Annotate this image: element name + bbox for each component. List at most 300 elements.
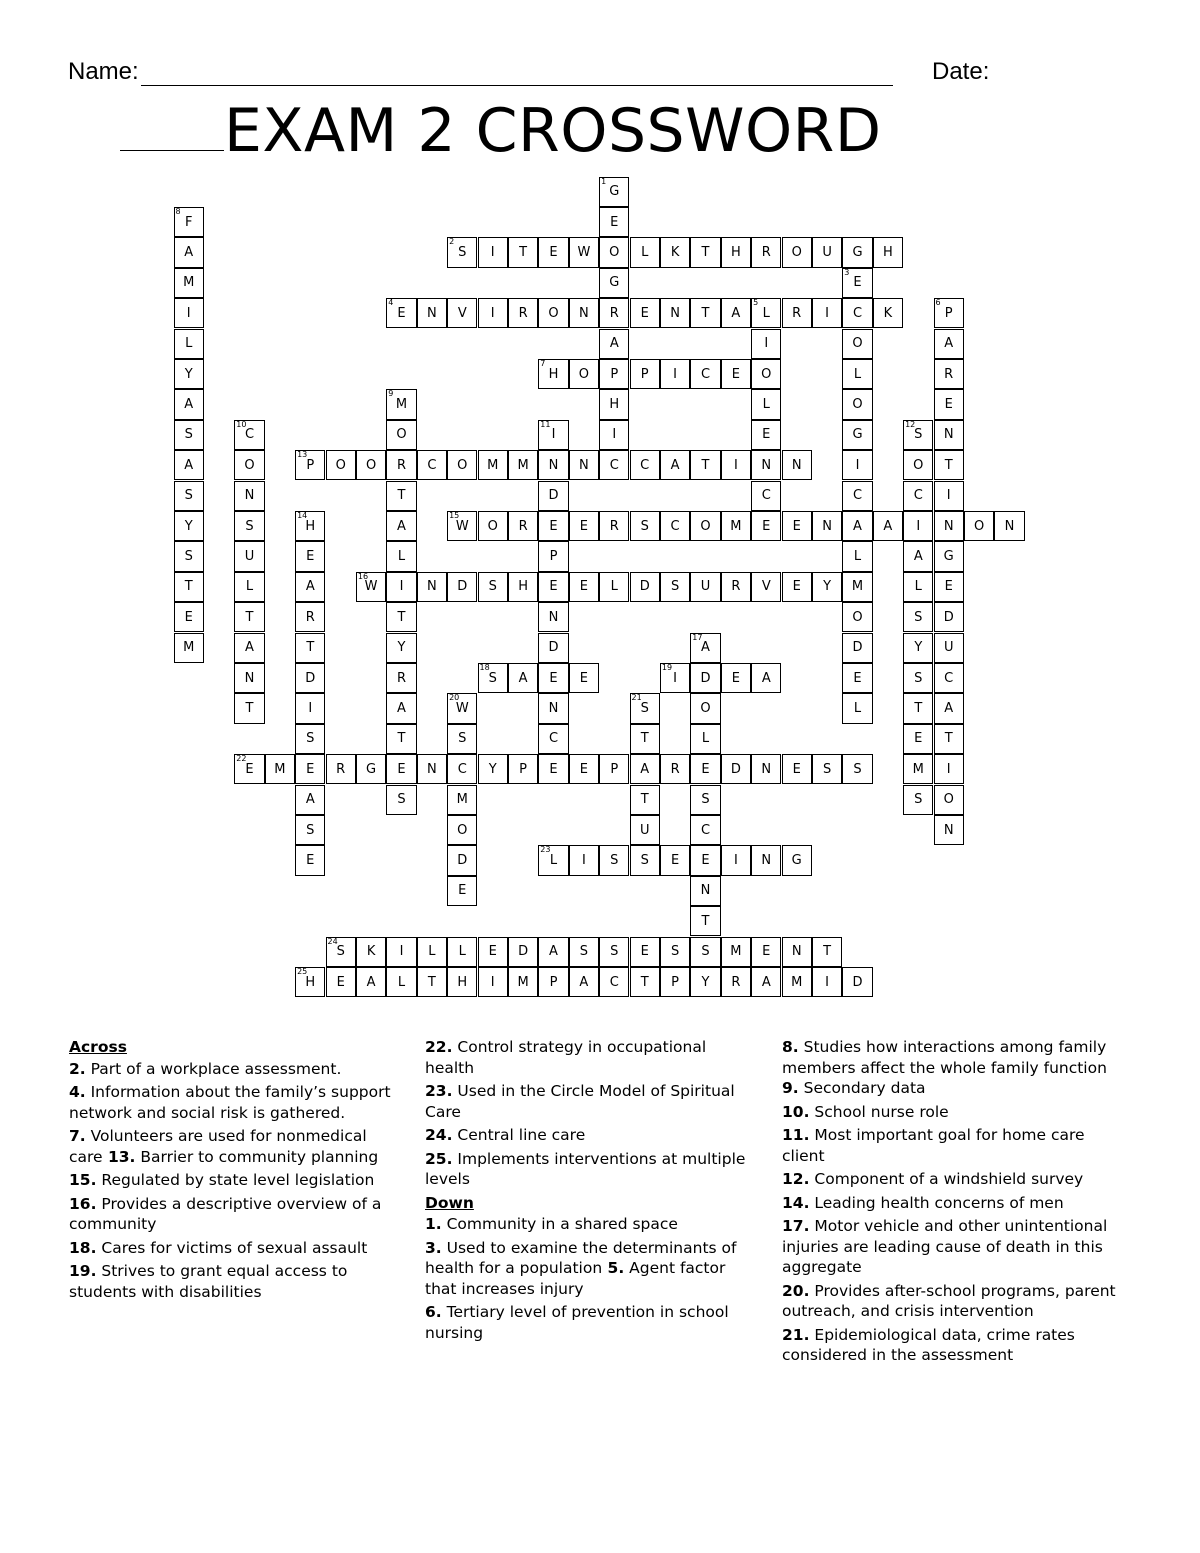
crossword-cell[interactable] (508, 663, 538, 693)
crossword-cell[interactable] (751, 572, 781, 602)
crossword-cell[interactable] (447, 450, 477, 480)
crossword-cell[interactable] (174, 389, 204, 419)
cell-letter: N (427, 305, 437, 321)
crossword-cell[interactable] (660, 663, 690, 693)
crossword-cell[interactable] (599, 511, 629, 541)
crossword-cell[interactable] (903, 693, 933, 723)
crossword-cell[interactable] (174, 237, 204, 267)
crossword-cell[interactable] (478, 450, 508, 480)
crossword-cell[interactable] (386, 724, 416, 754)
crossword-cell[interactable] (295, 572, 325, 602)
crossword-cell[interactable] (660, 754, 690, 784)
crossword-cell[interactable] (295, 785, 325, 815)
crossword-cell[interactable] (751, 329, 781, 359)
crossword-cell[interactable] (478, 511, 508, 541)
crossword-cell[interactable] (508, 967, 538, 997)
crossword-cell[interactable] (447, 511, 477, 541)
cell-letter: E (610, 214, 619, 230)
crossword-cell[interactable] (690, 450, 720, 480)
crossword-cell[interactable] (690, 511, 720, 541)
crossword-cell[interactable] (630, 724, 660, 754)
crossword-cell[interactable] (751, 511, 781, 541)
crossword-cell[interactable] (690, 237, 720, 267)
crossword-cell[interactable] (295, 663, 325, 693)
crossword-cell[interactable] (660, 450, 690, 480)
crossword-cell[interactable] (782, 754, 812, 784)
crossword-cell[interactable] (538, 298, 568, 328)
crossword-cell[interactable] (174, 268, 204, 298)
crossword-cell[interactable] (751, 359, 781, 389)
crossword-cell[interactable] (234, 450, 264, 480)
crossword-cell[interactable] (478, 967, 508, 997)
crossword-cell[interactable] (721, 572, 751, 602)
crossword-cell[interactable] (447, 785, 477, 815)
crossword-cell[interactable] (447, 572, 477, 602)
crossword-cell[interactable] (994, 511, 1024, 541)
crossword-cell[interactable] (295, 541, 325, 571)
crossword-cell[interactable] (447, 237, 477, 267)
crossword-cell[interactable] (842, 268, 872, 298)
crossword-cell[interactable] (842, 602, 872, 632)
crossword-cell[interactable] (599, 207, 629, 237)
crossword-cell[interactable] (356, 572, 386, 602)
crossword-cell[interactable] (630, 359, 660, 389)
crossword-cell[interactable] (174, 298, 204, 328)
crossword-cell[interactable] (478, 937, 508, 967)
crossword-cell[interactable] (842, 420, 872, 450)
crossword-cell[interactable] (508, 237, 538, 267)
crossword-cell[interactable] (721, 967, 751, 997)
down-heading: Down (425, 1193, 474, 1212)
crossword-cell[interactable] (934, 389, 964, 419)
crossword-cell[interactable] (934, 511, 964, 541)
crossword-cell[interactable] (599, 268, 629, 298)
crossword-cell[interactable] (842, 481, 872, 511)
crossword-cell[interactable] (630, 450, 660, 480)
crossword-cell[interactable] (356, 450, 386, 480)
crossword-cell[interactable] (903, 450, 933, 480)
crossword-cell[interactable] (234, 481, 264, 511)
crossword-cell[interactable] (326, 967, 356, 997)
crossword-cell[interactable] (842, 967, 872, 997)
crossword-cell[interactable] (538, 237, 568, 267)
crossword-cell[interactable] (478, 754, 508, 784)
crossword-cell[interactable] (326, 937, 356, 967)
crossword-cell[interactable] (934, 359, 964, 389)
crossword-cell[interactable] (386, 298, 416, 328)
crossword-cell[interactable] (903, 663, 933, 693)
crossword-cell[interactable] (660, 845, 690, 875)
crossword-cell[interactable] (386, 602, 416, 632)
crossword-cell[interactable] (842, 298, 872, 328)
crossword-cell[interactable] (386, 693, 416, 723)
crossword-cell[interactable] (174, 572, 204, 602)
crossword-cell[interactable] (538, 724, 568, 754)
crossword-cell[interactable] (690, 876, 720, 906)
crossword-cell[interactable] (934, 633, 964, 663)
crossword-cell[interactable] (569, 663, 599, 693)
crossword-cell[interactable] (174, 541, 204, 571)
crossword-cell[interactable] (538, 541, 568, 571)
crossword-cell[interactable] (234, 420, 264, 450)
crossword-cell[interactable] (782, 450, 812, 480)
crossword-cell[interactable] (386, 937, 416, 967)
crossword-cell[interactable] (721, 511, 751, 541)
crossword-cell[interactable] (295, 724, 325, 754)
crossword-cell[interactable] (569, 937, 599, 967)
crossword-cell[interactable] (630, 845, 660, 875)
crossword-cell[interactable] (599, 967, 629, 997)
crossword-cell[interactable] (599, 389, 629, 419)
crossword-cell[interactable] (174, 207, 204, 237)
crossword-cell[interactable] (782, 237, 812, 267)
crossword-cell[interactable] (903, 633, 933, 663)
crossword-cell[interactable] (234, 663, 264, 693)
crossword-cell[interactable] (174, 359, 204, 389)
cell-letter: L (762, 305, 770, 321)
crossword-cell[interactable] (721, 845, 751, 875)
crossword-cell[interactable] (234, 511, 264, 541)
crossword-cell[interactable] (660, 572, 690, 602)
crossword-cell[interactable] (751, 420, 781, 450)
crossword-cell[interactable] (934, 298, 964, 328)
crossword-cell[interactable] (690, 967, 720, 997)
crossword-cell[interactable] (842, 389, 872, 419)
crossword-cell[interactable] (538, 450, 568, 480)
crossword-cell[interactable] (751, 389, 781, 419)
crossword-cell[interactable] (934, 754, 964, 784)
crossword-cell[interactable] (508, 298, 538, 328)
crossword-cell[interactable] (295, 967, 325, 997)
crossword-cell[interactable] (630, 572, 660, 602)
crossword-cell[interactable] (599, 237, 629, 267)
crossword-cell[interactable] (447, 298, 477, 328)
crossword-cell[interactable] (690, 754, 720, 784)
crossword-cell[interactable] (903, 511, 933, 541)
crossword-cell[interactable] (569, 572, 599, 602)
crossword-cell[interactable] (690, 693, 720, 723)
crossword-cell[interactable] (174, 602, 204, 632)
crossword-cell[interactable] (934, 329, 964, 359)
crossword-cell[interactable] (417, 937, 447, 967)
crossword-cell[interactable] (174, 511, 204, 541)
crossword-cell[interactable] (569, 359, 599, 389)
crossword-cell[interactable] (447, 815, 477, 845)
crossword-cell[interactable] (295, 845, 325, 875)
crossword-cell[interactable] (538, 845, 568, 875)
crossword-cell[interactable] (508, 450, 538, 480)
crossword-cell[interactable] (569, 845, 599, 875)
crossword-cell[interactable] (873, 298, 903, 328)
crossword-cell[interactable] (538, 602, 568, 632)
cell-letter: F (184, 214, 193, 230)
crossword-cell[interactable] (508, 572, 538, 602)
crossword-cell[interactable] (599, 845, 629, 875)
crossword-cell[interactable] (903, 785, 933, 815)
crossword-cell[interactable] (782, 572, 812, 602)
crossword-cell[interactable] (630, 967, 660, 997)
crossword-cell[interactable] (842, 237, 872, 267)
crossword-cell[interactable] (721, 237, 751, 267)
crossword-cell[interactable] (842, 541, 872, 571)
crossword-cell[interactable] (630, 237, 660, 267)
crossword-cell[interactable] (660, 937, 690, 967)
crossword-cell[interactable] (447, 967, 477, 997)
crossword-cell[interactable] (417, 754, 447, 784)
crossword-cell[interactable] (174, 329, 204, 359)
crossword-cell[interactable] (295, 815, 325, 845)
crossword-cell[interactable] (721, 754, 751, 784)
crossword-cell[interactable] (174, 481, 204, 511)
crossword-cell[interactable] (569, 967, 599, 997)
cell-letter: A (944, 700, 954, 716)
crossword-cell[interactable] (721, 298, 751, 328)
crossword-cell[interactable] (690, 663, 720, 693)
crossword-cell[interactable] (690, 815, 720, 845)
crossword-cell[interactable] (538, 511, 568, 541)
crossword-cell[interactable] (234, 754, 264, 784)
crossword-cell[interactable] (630, 785, 660, 815)
crossword-cell[interactable] (934, 481, 964, 511)
crossword-cell[interactable] (842, 329, 872, 359)
crossword-cell[interactable] (295, 754, 325, 784)
crossword-cell[interactable] (934, 572, 964, 602)
crossword-cell[interactable] (630, 754, 660, 784)
crossword-cell[interactable] (417, 572, 447, 602)
crossword-cell[interactable] (599, 420, 629, 450)
cell-letter: O (335, 457, 346, 473)
crossword-cell[interactable] (842, 450, 872, 480)
crossword-cell[interactable] (690, 633, 720, 663)
crossword-cell[interactable] (386, 450, 416, 480)
crossword-cell[interactable] (538, 633, 568, 663)
crossword-cell[interactable] (538, 754, 568, 784)
crossword-cell[interactable] (690, 359, 720, 389)
crossword-cell[interactable] (569, 450, 599, 480)
crossword-cell[interactable] (386, 389, 416, 419)
crossword-cell[interactable] (751, 237, 781, 267)
crossword-cell[interactable] (326, 754, 356, 784)
crossword-cell[interactable] (660, 298, 690, 328)
crossword-cell[interactable] (660, 967, 690, 997)
crossword-cell[interactable] (508, 754, 538, 784)
crossword-cell[interactable] (842, 511, 872, 541)
crossword-cell[interactable] (842, 693, 872, 723)
crossword-cell[interactable] (903, 420, 933, 450)
crossword-cell[interactable] (599, 572, 629, 602)
crossword-cell[interactable] (721, 359, 751, 389)
crossword-cell[interactable] (174, 450, 204, 480)
crossword-cell[interactable] (599, 177, 629, 207)
crossword-cell[interactable] (903, 541, 933, 571)
crossword-cell[interactable] (386, 481, 416, 511)
cell-letter: N (791, 944, 802, 960)
crossword-cell[interactable] (721, 663, 751, 693)
crossword-cell[interactable] (721, 937, 751, 967)
crossword-cell[interactable] (386, 633, 416, 663)
crossword-cell[interactable] (812, 937, 842, 967)
crossword-cell[interactable] (447, 754, 477, 784)
crossword-cell[interactable] (538, 663, 568, 693)
crossword-cell[interactable] (842, 633, 872, 663)
crossword-cell[interactable] (234, 572, 264, 602)
crossword-cell[interactable] (569, 237, 599, 267)
crossword-cell[interactable] (842, 663, 872, 693)
crossword-cell[interactable] (812, 754, 842, 784)
crossword-cell[interactable] (751, 754, 781, 784)
crossword-cell[interactable] (234, 602, 264, 632)
crossword-cell[interactable] (417, 450, 447, 480)
crossword-cell[interactable] (386, 420, 416, 450)
crossword-cell[interactable] (842, 754, 872, 784)
crossword-cell[interactable] (812, 298, 842, 328)
crossword-cell[interactable] (690, 937, 720, 967)
crossword-cell[interactable] (934, 785, 964, 815)
crossword-cell[interactable] (751, 663, 781, 693)
crossword-cell[interactable] (842, 359, 872, 389)
crossword-cell[interactable] (903, 602, 933, 632)
crossword-cell[interactable] (234, 693, 264, 723)
crossword-cell[interactable] (903, 481, 933, 511)
crossword-cell[interactable] (690, 845, 720, 875)
crossword-cell[interactable] (660, 237, 690, 267)
crossword-cell[interactable] (599, 937, 629, 967)
crossword-cell[interactable] (447, 845, 477, 875)
crossword-cell[interactable] (538, 572, 568, 602)
crossword-cell[interactable] (599, 450, 629, 480)
clue-number: 16 (357, 571, 369, 581)
crossword-cell[interactable] (934, 815, 964, 845)
crossword-cell[interactable] (356, 754, 386, 784)
crossword-cell[interactable] (538, 481, 568, 511)
crossword-cell[interactable] (508, 937, 538, 967)
crossword-cell[interactable] (478, 298, 508, 328)
crossword-cell[interactable] (174, 420, 204, 450)
crossword-cell[interactable] (660, 511, 690, 541)
crossword-cell[interactable] (751, 481, 781, 511)
crossword-cell[interactable] (842, 572, 872, 602)
crossword-cell[interactable] (934, 693, 964, 723)
crossword-cell[interactable] (478, 237, 508, 267)
crossword-cell[interactable] (386, 572, 416, 602)
crossword-cell[interactable] (934, 450, 964, 480)
cell-letter: A (366, 974, 376, 990)
crossword-cell[interactable] (386, 511, 416, 541)
crossword-cell[interactable] (386, 785, 416, 815)
crossword-cell[interactable] (690, 298, 720, 328)
crossword-cell[interactable] (447, 876, 477, 906)
crossword-cell[interactable] (538, 693, 568, 723)
crossword-cell[interactable] (356, 937, 386, 967)
crossword-cell[interactable] (782, 511, 812, 541)
crossword-cell[interactable] (630, 815, 660, 845)
crossword-cell[interactable] (599, 359, 629, 389)
crossword-cell[interactable] (782, 845, 812, 875)
crossword-cell[interactable] (508, 511, 538, 541)
crossword-cell[interactable] (812, 572, 842, 602)
cell-letter: C (427, 457, 437, 473)
crossword-cell[interactable] (599, 329, 629, 359)
crossword-cell[interactable] (538, 937, 568, 967)
crossword-cell[interactable] (630, 298, 660, 328)
crossword-cell[interactable] (812, 511, 842, 541)
crossword-cell[interactable] (447, 937, 477, 967)
crossword-cell[interactable] (295, 693, 325, 723)
crossword-cell[interactable] (417, 298, 447, 328)
crossword-cell[interactable] (964, 511, 994, 541)
crossword-cell[interactable] (569, 511, 599, 541)
crossword-cell[interactable] (386, 541, 416, 571)
crossword-cell[interactable] (478, 572, 508, 602)
crossword-cell[interactable] (417, 967, 447, 997)
crossword-cell[interactable] (812, 967, 842, 997)
crossword-cell[interactable] (812, 237, 842, 267)
crossword-cell[interactable] (295, 633, 325, 663)
crossword-cell[interactable] (326, 450, 356, 480)
crossword-cell[interactable] (903, 724, 933, 754)
crossword-cell[interactable] (599, 754, 629, 784)
crossword-cell[interactable] (538, 359, 568, 389)
crossword-cell[interactable] (630, 693, 660, 723)
crossword-cell[interactable] (538, 420, 568, 450)
crossword-cell[interactable] (782, 298, 812, 328)
crossword-cell[interactable] (751, 450, 781, 480)
crossword-cell[interactable] (630, 937, 660, 967)
crossword-cell[interactable] (934, 541, 964, 571)
crossword-cell[interactable] (630, 511, 660, 541)
crossword-cell[interactable] (569, 298, 599, 328)
crossword-cell[interactable] (599, 298, 629, 328)
crossword-cell[interactable] (386, 754, 416, 784)
crossword-cell[interactable] (751, 845, 781, 875)
crossword-cell[interactable] (782, 937, 812, 967)
crossword-cell[interactable] (934, 724, 964, 754)
crossword-cell[interactable] (265, 754, 295, 784)
crossword-cell[interactable] (903, 754, 933, 784)
crossword-cell[interactable] (234, 541, 264, 571)
crossword-cell[interactable] (690, 785, 720, 815)
crossword-cell[interactable] (903, 572, 933, 602)
crossword-cell[interactable] (447, 693, 477, 723)
crossword-cell[interactable] (934, 602, 964, 632)
crossword-cell[interactable] (569, 754, 599, 784)
crossword-cell[interactable] (721, 450, 751, 480)
crossword-cell[interactable] (447, 724, 477, 754)
crossword-cell[interactable] (934, 663, 964, 693)
crossword-cell[interactable] (234, 633, 264, 663)
crossword-cell[interactable] (751, 298, 781, 328)
crossword-cell[interactable] (386, 967, 416, 997)
crossword-cell[interactable] (934, 420, 964, 450)
crossword-cell[interactable] (690, 724, 720, 754)
crossword-cell[interactable] (782, 967, 812, 997)
crossword-cell[interactable] (538, 967, 568, 997)
crossword-cell[interactable] (356, 967, 386, 997)
crossword-cell[interactable] (174, 633, 204, 663)
crossword-cell[interactable] (690, 572, 720, 602)
crossword-cell[interactable] (690, 906, 720, 936)
crossword-cell[interactable] (386, 663, 416, 693)
crossword-cell[interactable] (751, 937, 781, 967)
crossword-cell[interactable] (873, 511, 903, 541)
crossword-cell[interactable] (751, 967, 781, 997)
crossword-cell[interactable] (295, 450, 325, 480)
crossword-cell[interactable] (478, 663, 508, 693)
crossword-cell[interactable] (873, 237, 903, 267)
crossword-cell[interactable] (660, 359, 690, 389)
crossword-cell[interactable] (295, 602, 325, 632)
crossword-cell[interactable] (295, 511, 325, 541)
